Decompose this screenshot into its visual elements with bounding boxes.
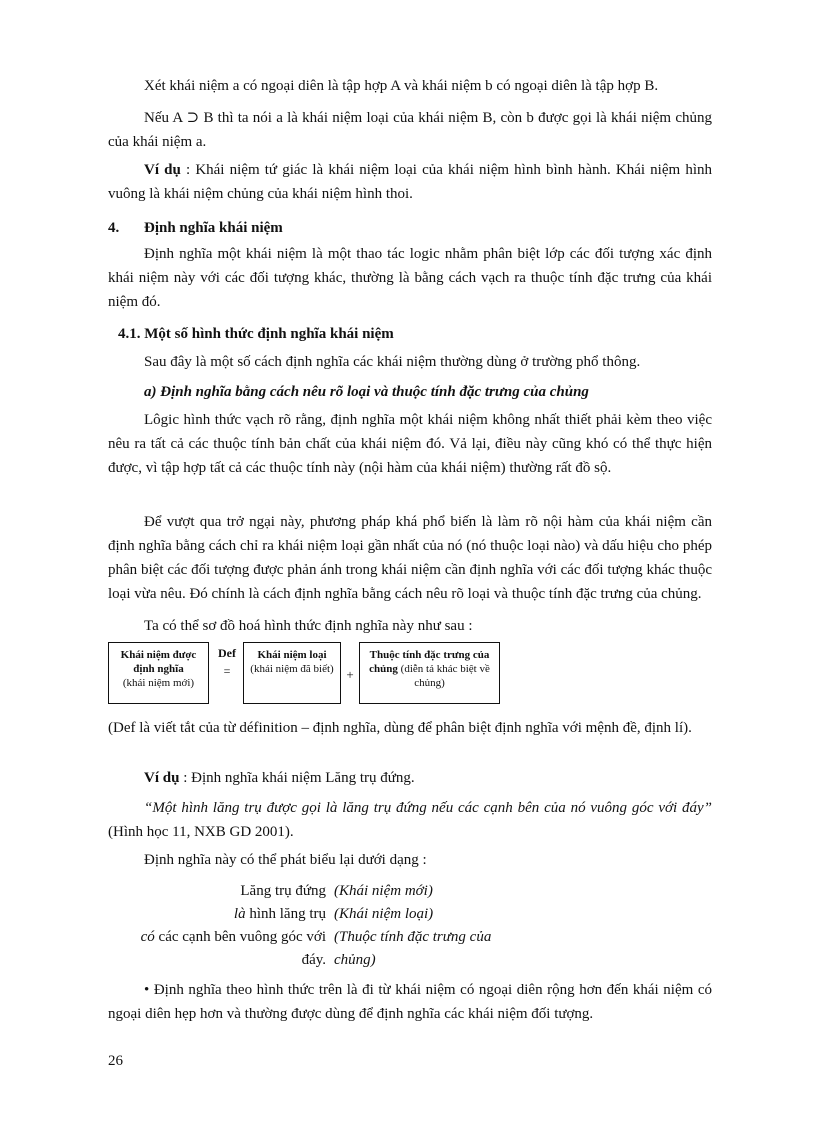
paragraph-1: Xét khái niệm a có ngoại diên là tập hợp A và khái niệm b có ngoại diên là tập hợp B. (144, 78, 659, 94)
definition-quote: “Một hình lăng trụ được gọi là lăng trụ đứng nếu các cạnh bên của nó vuông góc với đáy” (144, 800, 712, 816)
paragraph-example-1 (108, 158, 712, 206)
page-number: 26 (108, 1053, 123, 1069)
paragraph-logic: Lôgic hình thức vạch rõ rằng, định nghĩa một khái niệm không nhất thiết phải kèm theo việc nêu ra tất cả các thuộc tính bản chất của khái niệm đó. Vả lại, điều này cũng khó có thể thực hiện được, vì tập hợp tất cả các thuộc tính này (nội hàm của khái niệm) thường rất đồ sộ. (108, 412, 712, 476)
equals-sign: = (223, 664, 231, 678)
restate-row-2-right: (Khái niệm loại) (334, 906, 434, 922)
box-genus-sub: (khái niệm đã biết) (250, 663, 334, 675)
restate-row-2-left (108, 903, 326, 926)
example-text: : Định nghĩa khái niệm Lăng trụ đứng. (179, 770, 415, 786)
restate-connector-la: là (233, 906, 246, 922)
subsection-heading-4-1: 4.1. Một số hình thức định nghĩa khái niệm (118, 326, 394, 342)
def-label: Def (218, 646, 236, 660)
restate-row-3-right: (Thuộc tính đặc trưng của (334, 929, 492, 945)
box-specific-attribute (359, 642, 500, 704)
paragraph-restate-intro: Định nghĩa này có thể phát biểu lại dưới dạng : (144, 852, 427, 868)
restate-row-4-left: đáy. (301, 952, 326, 968)
bullet-text: Định nghĩa theo hình thức trên là đi từ khái niệm có ngoại diên rộng hơn đến khái niệm có ngoại diên hẹp hơn và thường được dùng để định nghĩa các khái niệm đối tượng. (108, 982, 712, 1022)
subsection-a-heading: a) Định nghĩa bằng cách nêu rõ loại và thuộc tính đặc trưng của chủng (144, 384, 589, 400)
paragraph-diagram-intro: Ta có thể sơ đồ hoá hình thức định nghĩa này như sau : (144, 618, 473, 634)
box-defined-concept-sub: (khái niệm mới) (122, 677, 195, 689)
section-number: 4. (108, 220, 120, 236)
paragraph-intro: Sau đây là một số cách định nghĩa các khái niệm thường dùng ở trường phổ thông. (144, 354, 641, 370)
paragraph-def-note: (Def là viết tắt của từ définition – định nghĩa, dùng để phân biệt định nghĩa với mệnh đề, định lí). (108, 720, 692, 736)
box-defined-concept (108, 642, 209, 704)
restate-row-1-right: (Khái niệm mới) (334, 883, 433, 899)
example-label: Ví dụ (144, 162, 181, 178)
bullet-icon: • (144, 982, 150, 998)
plus-sign: + (346, 667, 354, 682)
paragraph-method: Để vượt qua trở ngại này, phương pháp khá phổ biến là làm rõ nội hàm của khái niệm cần định nghĩa bằng cách chỉ ra khái niệm loại gần nhất của nó (nó thuộc loại nào) và dấu hiệu cho phép phân biệt các đối tượng được phản ánh trong khái niệm cần định nghĩa với các đối tượng khác thuộc loại vừa nêu. Đó chính là cách định nghĩa bằng cách nêu rõ loại và thuộc tính đặc trưng của chủng. (108, 514, 712, 602)
box-defined-concept-title: Khái niệm được định nghĩa (120, 649, 197, 675)
restate-row-4-right: chủng) (334, 952, 376, 968)
example-text: : Khái niệm tứ giác là khái niệm loại của khái niệm hình bình hành. Khái niệm hình vuông là khái niệm chủng của khái niệm hình thoi. (108, 162, 712, 202)
section-heading-4 (108, 216, 283, 240)
restate-row-3-text: các cạnh bên vuông góc với (154, 929, 326, 945)
paragraph-quote (108, 796, 712, 844)
section-title: Định nghĩa khái niệm (144, 220, 283, 236)
paragraph-bullet-note (108, 978, 712, 1026)
paragraph-2: Nếu A ⊃ B thì ta nói a là khái niệm loại của khái niệm B, còn b được gọi là khái niệm chủng của khái niệm a. (108, 110, 712, 150)
restate-connector-co: có (140, 929, 155, 945)
paragraph-definition: Định nghĩa một khái niệm là một thao tác logic nhằm phân biệt lớp các đối tượng xác định khái niệm này với các đối tượng khác, thường là bằng cách vạch ra thuộc tính đặc trưng của khái niệm đó. (108, 246, 712, 310)
paragraph-example-2 (108, 766, 712, 790)
quote-source: (Hình học 11, NXB GD 2001). (108, 824, 294, 840)
restate-row-3-left (108, 926, 326, 949)
box-genus-concept (243, 642, 341, 704)
box-attribute-sub: (diễn tả khác biệt về chủng) (397, 663, 490, 689)
restate-row-1-left: Lăng trụ đứng (240, 883, 326, 899)
example-label: Ví dụ (144, 770, 180, 786)
restate-row-2-text: hình lăng trụ (245, 906, 326, 922)
box-genus-title: Khái niệm loại (257, 649, 327, 661)
box-attribute-title: Thuộc tính đặc trưng của chủng (369, 649, 490, 675)
